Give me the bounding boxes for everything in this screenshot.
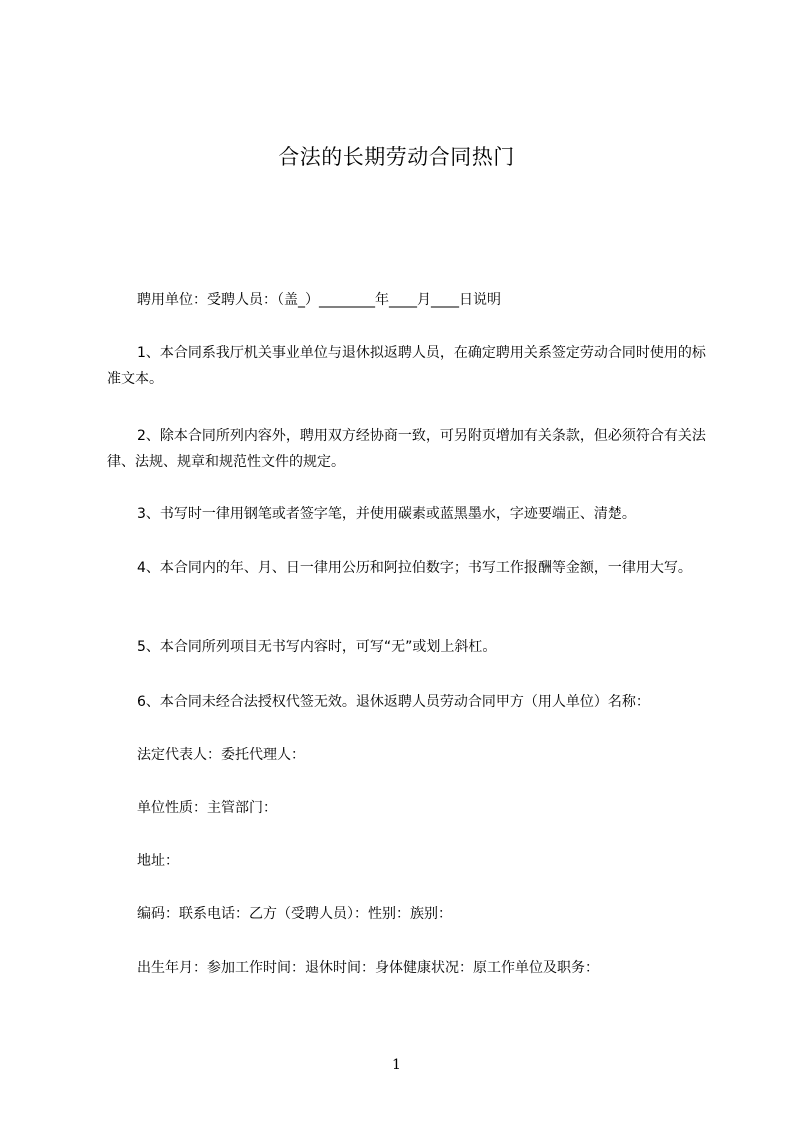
paragraph-3: 3、书写时一律用钢笔或者签字笔，并使用碳素或蓝黑墨水，字迹要端正、清楚。 — [137, 506, 636, 522]
field-legal-representative: 法定代表人：委托代理人： — [137, 747, 305, 763]
page-number: 1 — [392, 1057, 401, 1073]
paragraph-1: 1、本合同系我厅机关事业单位与退休拟返聘人员，在确定聘用关系签定劳动合同时使用的标准文本。 — [107, 345, 706, 387]
paragraph-5: 5、本合同所列项目无书写内容时，可写“无”或划上斜杠。 — [137, 639, 497, 655]
header-line: 聘用单位：受聘人员：（盖_）________年____月____日说明 — [137, 292, 501, 308]
field-birth-work: 出生年月：参加工作时间：退休时间：身体健康状况：原工作单位及职务： — [137, 960, 599, 976]
field-address: 地址： — [137, 853, 179, 869]
document-title: 合法的长期劳动合同热门 — [278, 145, 515, 169]
paragraph-6: 6、本合同未经合法授权代签无效。退休返聘人员劳动合同甲方（用人单位）名称： — [137, 694, 650, 710]
field-contact: 编码：联系电话：乙方（受聘人员）：性别：族别： — [137, 906, 452, 922]
paragraph-2: 2、除本合同所列内容外，聘用双方经协商一致，可另附页增加有关条款，但必须符合有关法律、法规、规章和规范性文件的规定。 — [107, 428, 706, 470]
paragraph-4: 4、本合同内的年、月、日一律用公历和阿拉伯数字；书写工作报酬等金额，一律用大写。 — [137, 560, 692, 576]
field-unit-nature: 单位性质：主管部门： — [137, 800, 277, 816]
